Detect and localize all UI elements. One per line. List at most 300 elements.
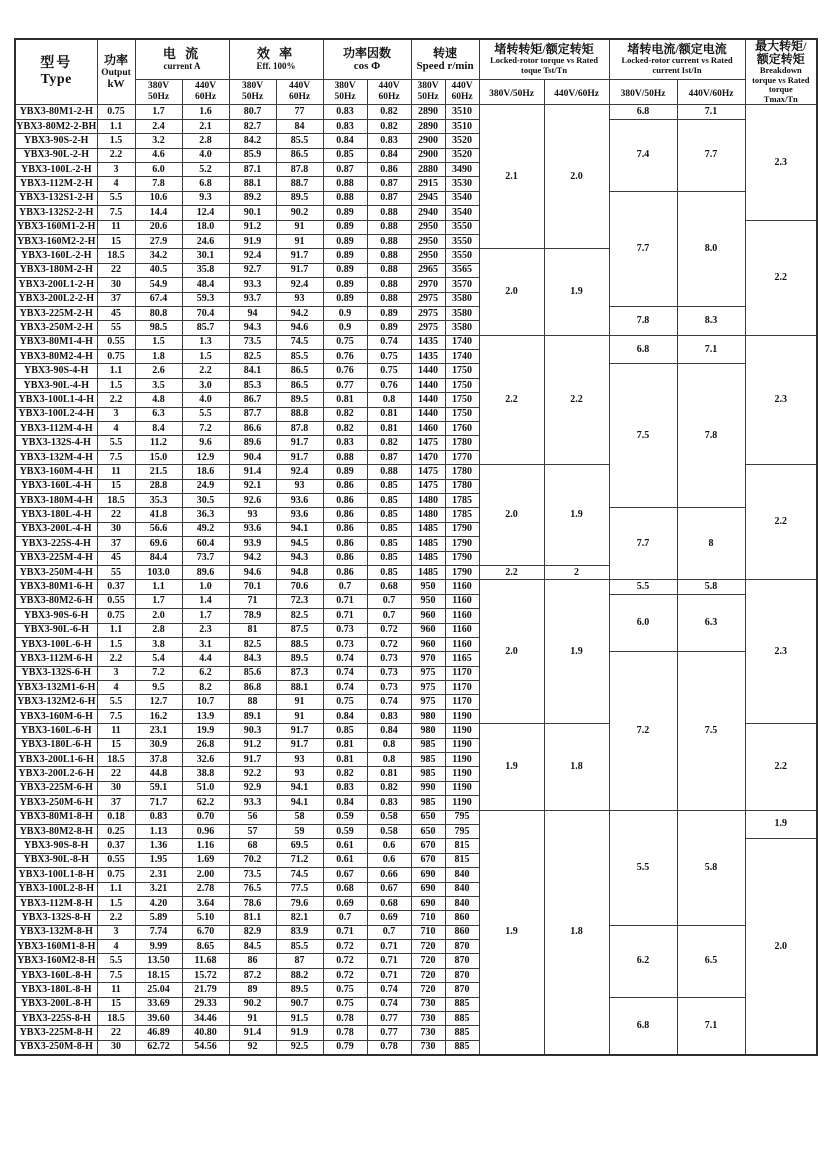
type-cell: YBX3-112M-4-H [15,422,97,436]
ist-440-cell: 5.8 [677,580,745,594]
speed-380-cell: 2975 [411,306,445,320]
speed-440-cell: 840 [445,896,479,910]
eff-440-cell: 70.6 [276,580,323,594]
cos-440-cell: 0.76 [367,378,411,392]
tmax-cell: 2.2 [745,220,817,335]
output-kw-cell: 30 [97,1040,135,1054]
current-440-cell: 1.5 [182,350,229,364]
type-cell: YBX3-180M-2-H [15,263,97,277]
tst-440-cell: 2.2 [544,335,609,465]
type-cell: YBX3-112M-8-H [15,896,97,910]
cos-440-cell: 0.75 [367,350,411,364]
cos-380-cell: 0.76 [323,364,367,378]
header-cos-en: cos Φ [353,60,381,72]
cos-380-cell: 0.83 [323,119,367,133]
eff-380-cell: 85.6 [229,666,276,680]
output-kw-cell: 5.5 [97,191,135,205]
speed-380-cell: 1435 [411,350,445,364]
speed-440-cell: 3520 [445,134,479,148]
eff-380-cell: 90.1 [229,206,276,220]
speed-380-cell: 720 [411,983,445,997]
speed-440-cell: 1190 [445,738,479,752]
tst-440-cell: 1.8 [544,810,609,1055]
current-440-cell: 2.1 [182,119,229,133]
tst-440-cell: 1.9 [544,249,609,335]
current-380-cell: 27.9 [135,234,182,248]
cos-380-cell: 0.89 [323,263,367,277]
speed-440-cell: 1740 [445,350,479,364]
cos-440-cell: 0.87 [367,177,411,191]
speed-380-cell: 2975 [411,321,445,335]
header-speed-440: 440V 60Hz [445,79,479,105]
output-kw-cell: 1.1 [97,623,135,637]
speed-380-cell: 950 [411,580,445,594]
speed-440-cell: 1760 [445,422,479,436]
type-cell: YBX3-180M-4-H [15,493,97,507]
speed-440-cell: 1160 [445,609,479,623]
cos-440-cell: 0.85 [367,522,411,536]
table-row [15,580,817,594]
tmax-cell: 2.0 [745,839,817,1055]
current-440-cell: 36.3 [182,508,229,522]
ist-440-cell: 7.1 [677,335,745,364]
table-row [15,335,817,349]
speed-440-cell: 1160 [445,580,479,594]
speed-380-cell: 1440 [411,364,445,378]
ist-380-cell: 7.7 [609,191,677,306]
eff-440-cell: 93.6 [276,508,323,522]
cos-380-cell: 0.86 [323,479,367,493]
speed-380-cell: 2890 [411,119,445,133]
current-440-cell: 1.6 [182,105,229,119]
cos-440-cell: 0.77 [367,1026,411,1040]
output-kw-cell: 22 [97,767,135,781]
header-current-en: current A [163,60,201,71]
speed-440-cell: 1750 [445,378,479,392]
cos-380-cell: 0.75 [323,997,367,1011]
current-440-cell: 30.5 [182,493,229,507]
eff-380-cell: 89 [229,983,276,997]
output-kw-cell: 0.75 [97,105,135,119]
header-speed-zh: 转速 [433,45,458,60]
speed-380-cell: 710 [411,925,445,939]
cos-440-cell: 0.8 [367,738,411,752]
current-380-cell: 2.0 [135,609,182,623]
cos-380-cell: 0.89 [323,465,367,479]
speed-440-cell: 1750 [445,364,479,378]
cos-440-cell: 0.66 [367,868,411,882]
current-440-cell: 3.1 [182,637,229,651]
cos-380-cell: 0.88 [323,191,367,205]
current-380-cell: 25.04 [135,983,182,997]
output-kw-cell: 30 [97,278,135,292]
current-440-cell: 30.1 [182,249,229,263]
eff-440-cell: 93 [276,753,323,767]
cos-440-cell: 0.89 [367,306,411,320]
type-cell: YBX3-225M-6-H [15,781,97,795]
type-cell: YBX3-80M1-8-H [15,810,97,824]
current-380-cell: 4.6 [135,148,182,162]
output-kw-cell: 45 [97,306,135,320]
speed-440-cell: 885 [445,1012,479,1026]
ist-380-cell: 7.4 [609,119,677,191]
cos-380-cell: 0.89 [323,220,367,234]
cos-440-cell: 0.83 [367,796,411,810]
speed-380-cell: 1440 [411,393,445,407]
eff-380-cell: 85.9 [229,148,276,162]
current-440-cell: 1.16 [182,839,229,853]
cos-440-cell: 0.83 [367,709,411,723]
tmax-cell: 2.2 [745,465,817,580]
table-row [15,306,817,320]
current-380-cell: 20.6 [135,220,182,234]
current-380-cell: 37.8 [135,753,182,767]
eff-440-cell: 91 [276,709,323,723]
speed-380-cell: 2940 [411,206,445,220]
header-speed-group [411,39,479,79]
header-tmax-zh2: 额定转矩 [756,52,805,67]
type-cell: YBX3-225M-8-H [15,1026,97,1040]
current-380-cell: 44.8 [135,767,182,781]
table-row [15,508,817,522]
cos-380-cell: 0.78 [323,1012,367,1026]
eff-380-cell: 91.7 [229,753,276,767]
tst-440-cell: 1.9 [544,465,609,566]
header-tmax-en3: torque [768,84,793,95]
current-440-cell: 6.70 [182,925,229,939]
tmax-cell: 1.9 [745,810,817,839]
current-440-cell: 15.72 [182,968,229,982]
current-380-cell: 59.1 [135,781,182,795]
cos-380-cell: 0.86 [323,551,367,565]
eff-440-cell: 88.5 [276,637,323,651]
speed-380-cell: 670 [411,853,445,867]
output-kw-cell: 11 [97,724,135,738]
cos-380-cell: 0.75 [323,983,367,997]
header-cos-440: 440V 60Hz [367,79,411,105]
speed-440-cell: 3570 [445,278,479,292]
type-cell: YBX3-132S-6-H [15,666,97,680]
type-cell: YBX3-90S-4-H [15,364,97,378]
current-440-cell: 3.0 [182,378,229,392]
output-kw-cell: 55 [97,321,135,335]
current-380-cell: 1.1 [135,580,182,594]
output-kw-cell: 15 [97,997,135,1011]
cos-440-cell: 0.85 [367,508,411,522]
type-cell: YBX3-225S-8-H [15,1012,97,1026]
ist-380-cell: 7.2 [609,652,677,810]
current-440-cell: 2.3 [182,623,229,637]
current-440-cell: 1.4 [182,594,229,608]
cos-380-cell: 0.72 [323,940,367,954]
speed-380-cell: 690 [411,882,445,896]
eff-380-cell: 84.1 [229,364,276,378]
tst-380-cell: 2.0 [479,249,544,335]
type-cell: YBX3-132S2-2-H [15,206,97,220]
current-440-cell: 1.7 [182,609,229,623]
speed-440-cell: 1785 [445,508,479,522]
output-kw-cell: 22 [97,508,135,522]
output-kw-cell: 2.2 [97,148,135,162]
current-440-cell: 1.69 [182,853,229,867]
cos-380-cell: 0.59 [323,824,367,838]
eff-440-cell: 87.3 [276,666,323,680]
cos-440-cell: 0.74 [367,335,411,349]
eff-380-cell: 82.9 [229,925,276,939]
current-380-cell: 30.9 [135,738,182,752]
eff-440-cell: 87.8 [276,422,323,436]
type-cell: YBX3-90S-2-H [15,134,97,148]
cos-440-cell: 0.73 [367,666,411,680]
eff-440-cell: 92.5 [276,1040,323,1054]
current-380-cell: 8.4 [135,422,182,436]
ist-380-cell: 6.8 [609,335,677,364]
cos-380-cell: 0.75 [323,335,367,349]
output-kw-cell: 7.5 [97,450,135,464]
output-kw-cell: 1.5 [97,378,135,392]
eff-380-cell: 86 [229,954,276,968]
current-380-cell: 103.0 [135,565,182,579]
eff-380-cell: 71 [229,594,276,608]
current-380-cell: 4.8 [135,393,182,407]
current-380-cell: 7.74 [135,925,182,939]
cos-440-cell: 0.81 [367,407,411,421]
output-kw-cell: 15 [97,479,135,493]
speed-380-cell: 2880 [411,163,445,177]
eff-380-cell: 82.5 [229,637,276,651]
cos-440-cell: 0.88 [367,206,411,220]
current-380-cell: 1.95 [135,853,182,867]
speed-440-cell: 1740 [445,335,479,349]
eff-380-cell: 87.7 [229,407,276,421]
cos-440-cell: 0.74 [367,997,411,1011]
speed-380-cell: 1485 [411,537,445,551]
output-kw-cell: 7.5 [97,709,135,723]
cos-440-cell: 0.82 [367,436,411,450]
speed-440-cell: 885 [445,997,479,1011]
type-cell: YBX3-132S-8-H [15,911,97,925]
current-380-cell: 54.9 [135,278,182,292]
cos-440-cell: 0.82 [367,119,411,133]
output-kw-cell: 2.2 [97,393,135,407]
current-380-cell: 18.15 [135,968,182,982]
output-kw-cell: 0.37 [97,580,135,594]
speed-440-cell: 1770 [445,450,479,464]
speed-380-cell: 720 [411,954,445,968]
type-cell: YBX3-90S-6-H [15,609,97,623]
eff-440-cell: 74.5 [276,335,323,349]
eff-380-cell: 93.3 [229,796,276,810]
tst-440-cell: 1.9 [544,580,609,724]
eff-440-cell: 85.5 [276,350,323,364]
tst-380-cell: 2.0 [479,580,544,724]
tst-380-cell: 2.1 [479,105,544,249]
speed-380-cell: 1485 [411,522,445,536]
type-cell: YBX3-100L2-8-H [15,882,97,896]
current-380-cell: 1.7 [135,594,182,608]
current-380-cell: 7.2 [135,666,182,680]
speed-380-cell: 985 [411,738,445,752]
cos-380-cell: 0.61 [323,839,367,853]
eff-440-cell: 79.6 [276,896,323,910]
type-cell: YBX3-180L-4-H [15,508,97,522]
type-cell: YBX3-90L-6-H [15,623,97,637]
current-380-cell: 7.8 [135,177,182,191]
eff-380-cell: 92.4 [229,249,276,263]
current-380-cell: 9.99 [135,940,182,954]
speed-440-cell: 3510 [445,119,479,133]
eff-380-cell: 88 [229,695,276,709]
eff-380-cell: 90.3 [229,724,276,738]
eff-380-cell: 92.6 [229,493,276,507]
header-tst-440: 440V/60Hz [544,79,609,105]
current-380-cell: 4.20 [135,896,182,910]
cos-440-cell: 0.85 [367,551,411,565]
current-440-cell: 0.96 [182,824,229,838]
output-kw-cell: 22 [97,1026,135,1040]
type-cell: YBX3-160M-6-H [15,709,97,723]
speed-440-cell: 1785 [445,493,479,507]
current-440-cell: 1.3 [182,335,229,349]
speed-380-cell: 1480 [411,508,445,522]
eff-440-cell: 94.2 [276,306,323,320]
cos-440-cell: 0.83 [367,134,411,148]
current-380-cell: 1.5 [135,335,182,349]
output-kw-cell: 18.5 [97,249,135,263]
tmax-cell: 2.2 [745,724,817,810]
current-380-cell: 33.69 [135,997,182,1011]
table-row [15,105,817,119]
ist-440-cell: 7.1 [677,105,745,119]
cos-440-cell: 0.71 [367,940,411,954]
eff-440-cell: 93 [276,292,323,306]
output-kw-cell: 5.5 [97,954,135,968]
current-380-cell: 2.4 [135,119,182,133]
current-440-cell: 32.6 [182,753,229,767]
speed-380-cell: 1435 [411,335,445,349]
eff-440-cell: 85.5 [276,134,323,148]
cos-440-cell: 0.85 [367,565,411,579]
cos-440-cell: 0.71 [367,954,411,968]
eff-440-cell: 88.8 [276,407,323,421]
current-440-cell: 12.9 [182,450,229,464]
tst-380-cell: 1.9 [479,810,544,1055]
cos-440-cell: 0.6 [367,839,411,853]
speed-440-cell: 1780 [445,479,479,493]
current-440-cell: 9.6 [182,436,229,450]
cos-380-cell: 0.79 [323,1040,367,1054]
cos-440-cell: 0.88 [367,220,411,234]
cos-440-cell: 0.6 [367,853,411,867]
current-440-cell: 2.00 [182,868,229,882]
output-kw-cell: 1.1 [97,364,135,378]
eff-440-cell: 91.7 [276,263,323,277]
cos-380-cell: 0.68 [323,882,367,896]
speed-380-cell: 730 [411,1026,445,1040]
output-kw-cell: 0.55 [97,335,135,349]
eff-380-cell: 80.7 [229,105,276,119]
type-cell: YBX3-180L-6-H [15,738,97,752]
eff-440-cell: 77.5 [276,882,323,896]
cos-440-cell: 0.84 [367,724,411,738]
cos-440-cell: 0.88 [367,278,411,292]
speed-380-cell: 2890 [411,105,445,119]
cos-380-cell: 0.83 [323,436,367,450]
speed-380-cell: 2970 [411,278,445,292]
type-cell: YBX3-80M1-2-H [15,105,97,119]
cos-440-cell: 0.88 [367,292,411,306]
current-380-cell: 1.7 [135,105,182,119]
speed-440-cell: 860 [445,925,479,939]
cos-380-cell: 0.73 [323,637,367,651]
speed-380-cell: 650 [411,810,445,824]
cos-440-cell: 0.85 [367,493,411,507]
type-cell: YBX3-160L-8-H [15,968,97,982]
current-380-cell: 23.1 [135,724,182,738]
cos-380-cell: 0.74 [323,666,367,680]
current-440-cell: 40.80 [182,1026,229,1040]
speed-440-cell: 1190 [445,796,479,810]
speed-440-cell: 3520 [445,148,479,162]
table-row [15,810,817,824]
cos-440-cell: 0.88 [367,234,411,248]
cos-380-cell: 0.76 [323,350,367,364]
speed-440-cell: 885 [445,1026,479,1040]
eff-380-cell: 92.2 [229,767,276,781]
speed-380-cell: 2950 [411,234,445,248]
output-kw-cell: 45 [97,551,135,565]
eff-380-cell: 92.9 [229,781,276,795]
speed-440-cell: 3540 [445,191,479,205]
current-440-cell: 70.4 [182,306,229,320]
speed-440-cell: 1750 [445,407,479,421]
current-380-cell: 1.36 [135,839,182,853]
current-440-cell: 5.10 [182,911,229,925]
eff-380-cell: 84.5 [229,940,276,954]
current-380-cell: 71.7 [135,796,182,810]
type-cell: YBX3-180L-8-H [15,983,97,997]
eff-380-cell: 89.6 [229,436,276,450]
output-kw-cell: 37 [97,292,135,306]
ist-380-cell: 6.8 [609,105,677,119]
cos-440-cell: 0.69 [367,911,411,925]
speed-380-cell: 730 [411,1040,445,1054]
eff-380-cell: 86.8 [229,681,276,695]
speed-380-cell: 1485 [411,551,445,565]
output-kw-cell: 11 [97,465,135,479]
speed-380-cell: 670 [411,839,445,853]
cos-380-cell: 0.81 [323,753,367,767]
speed-440-cell: 870 [445,954,479,968]
type-cell: YBX3-250M-2-H [15,321,97,335]
current-440-cell: 18.6 [182,465,229,479]
current-440-cell: 2.2 [182,364,229,378]
type-cell: YBX3-80M2-6-H [15,594,97,608]
current-440-cell: 5.2 [182,163,229,177]
header-eff-440: 440V 60Hz [276,79,323,105]
current-380-cell: 46.89 [135,1026,182,1040]
current-380-cell: 2.8 [135,623,182,637]
current-380-cell: 0.83 [135,810,182,824]
current-440-cell: 12.4 [182,206,229,220]
type-cell: YBX3-132M1-6-H [15,681,97,695]
tst-380-cell: 2.2 [479,565,544,579]
cos-380-cell: 0.71 [323,925,367,939]
output-kw-cell: 7.5 [97,968,135,982]
speed-380-cell: 975 [411,681,445,695]
header-current-380: 380V 50Hz [135,79,182,105]
cos-380-cell: 0.87 [323,163,367,177]
